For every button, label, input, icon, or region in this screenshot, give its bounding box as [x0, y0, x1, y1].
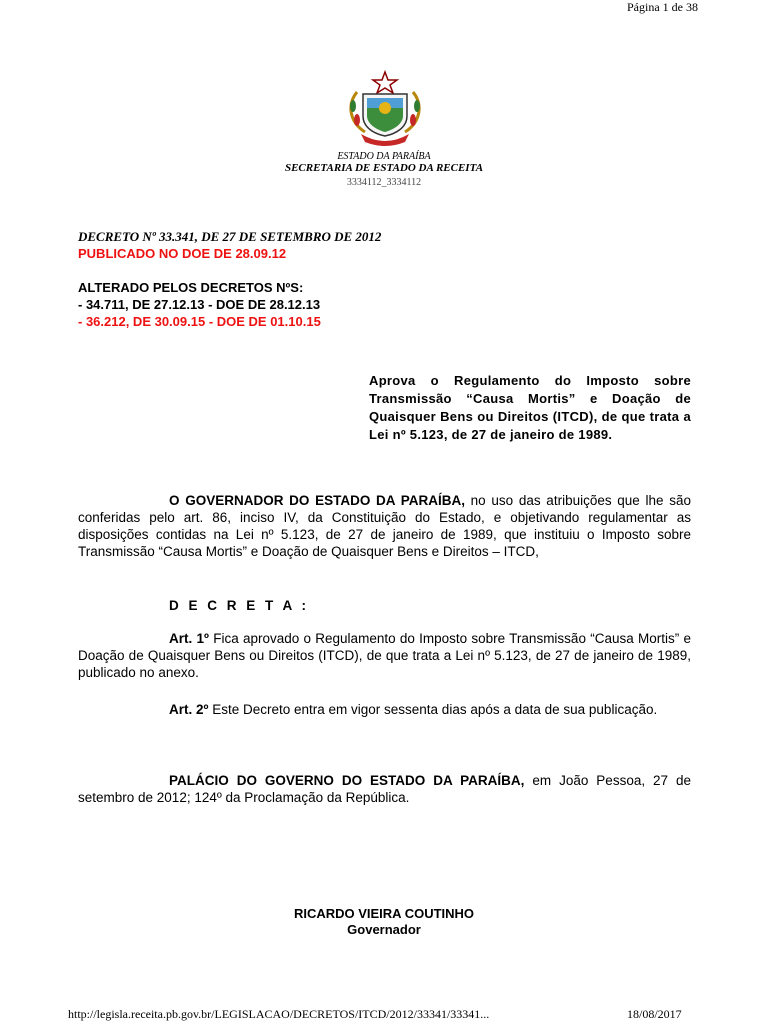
closing-text: em João Pessoa, 27 de setembro de 2012; 124º da Proclamação da República. [78, 773, 692, 805]
document-code: 3334112_3334112 [346, 177, 422, 188]
state-name: ESTADO DA PARAÍBA [337, 151, 431, 162]
article-1 [78, 630, 691, 681]
preamble-paragraph [78, 492, 691, 560]
amendment-line: - 34.711, DE 27.12.13 - DOE DE 28.12.13 [78, 297, 321, 312]
footer-url: http://legisla.receita.pb.gov.br/LEGISLACAO/DECRETOS/ITCD/2012/33341/33341... [68, 1007, 490, 1021]
decree-title: DECRETO Nº 33.341, DE 27 DE SETEMBRO DE 2012 [78, 229, 382, 244]
closing-paragraph [78, 772, 691, 806]
article-2 [78, 701, 691, 718]
palacio-heading: PALÁCIO DO GOVERNO DO ESTADO DA PARAÍBA, [169, 773, 525, 788]
governor-heading: O GOVERNADOR DO ESTADO DA PARAÍBA, [169, 493, 465, 508]
secretaria-name: SECRETARIA DE ESTADO DA RECEITA [284, 162, 484, 174]
preamble-text: no uso das atribuições que lhe são conferidas pelo art. 86, inciso IV, da Constituição do Estado, e objetivando regulamentar as disposições contidas na Lei nº 5.123, de 27 de janeiro de 1989, que instituiu o Imposto sobre Transmissão “Causa Mortis” e Doação de Quaisquer Bens e Direitos – ITCD, [78, 493, 691, 559]
page-number: Página 1 de 38 [627, 0, 698, 14]
amendment-line: - 36.212, DE 30.09.15 - DOE DE 01.10.15 [78, 314, 321, 329]
amended-by-title: ALTERADO PELOS DECRETOS NºS: [78, 280, 304, 295]
article-2-text: Este Decreto entra em vigor sessenta dias após a data de sua publicação. [208, 702, 658, 717]
signatory-role: Governador [347, 922, 421, 937]
decreta-heading: D E C R E T A : [169, 598, 310, 613]
published-notice: PUBLICADO NO DOE DE 28.09.12 [78, 246, 287, 261]
article-1-label: Art. 1º [169, 631, 209, 646]
coat-of-arms-icon [343, 70, 427, 148]
signatory-name: RICARDO VIEIRA COUTINHO [293, 906, 475, 921]
footer-date: 18/08/2017 [627, 1007, 682, 1021]
article-1-text: Fica aprovado o Regulamento do Imposto sobre Transmissão “Causa Mortis” e Doação de Quaisquer Bens ou Direitos (ITCD), de que trata a Lei nº 5.123, de 27 de janeiro de 1989, publicado no anexo. [78, 631, 691, 680]
decree-summary: Aprova o Regulamento do Imposto sobre Transmissão “Causa Mortis” e Doação de Quaisquer Bens ou Direitos (ITCD), de que trata a Lei nº 5.123, de 27 de janeiro de 1989. [369, 373, 691, 442]
article-2-label: Art. 2º [169, 702, 209, 717]
